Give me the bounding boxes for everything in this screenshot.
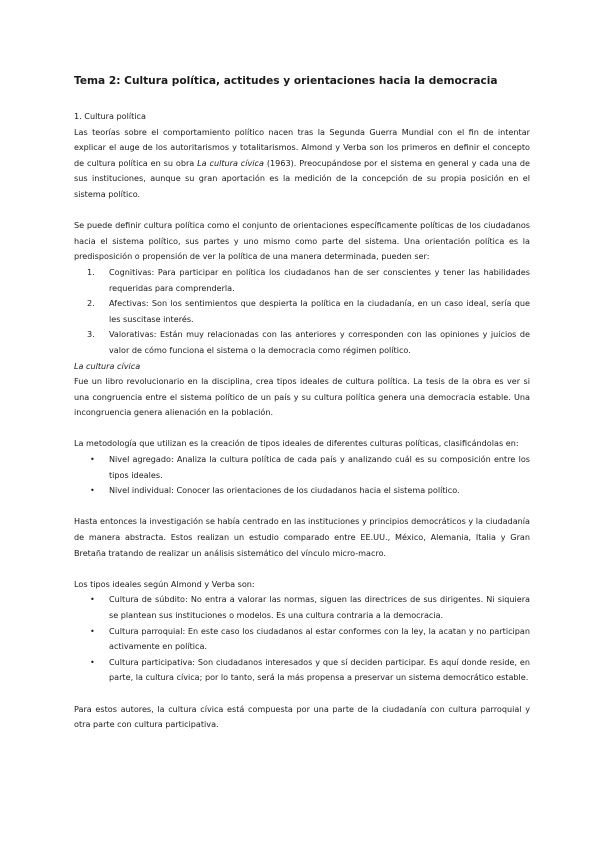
paragraph-intro: [74, 125, 530, 203]
list-item-text: Cultura participativa: Son ciudadanos interesados y que sí deciden participar. Es aquí donde reside, en parte, la cultura cívica; por lo tanto, será la más propensa a preservar un sistema democrático estable.: [109, 656, 530, 683]
bullet-icon: •: [90, 454, 95, 465]
paragraph-book-thesis: Fue un libro revolucionario en la disciplina, crea tipos ideales de cultura política. La tesis de la obra es ver si una congruencia entre el sistema político de un país y su cultura política genera una democracia estable. Una incongruencia genera alienación en la población.: [74, 376, 530, 418]
list-item-text: Valorativas: Están muy relacionadas con las anteriores y corresponden con las opiniones y juicios de valor de cómo funciona el sistema o la democracia como régimen político.: [109, 329, 530, 355]
list-item-valorativas: [74, 327, 530, 358]
list-item-afectivas: [74, 296, 530, 327]
list-item-text: Cognitivas: Para participar en política los ciudadanos han de ser conscientes y tener las habilidades requeridas para comprenderla.: [109, 266, 530, 293]
paragraph-methodology: La metodología que utilizan es la creación de tipos ideales de diferentes culturas políticas, clasificándolas en:: [74, 438, 519, 449]
paragraph-definition: Se puede definir cultura política como el conjunto de orientaciones específicamente políticas de los ciudadanos hacia el sistema político, sus partes y uno mismo como parte del sistema. Una orientación política es la predisposición o propensión de ver la política de una manera determinada, pueden ser:: [74, 220, 530, 262]
bullet-icon: •: [90, 625, 95, 636]
list-item-cultura-participativa: [74, 655, 530, 686]
orientations-list: [74, 265, 530, 359]
document-title: Tema 2: Cultura política, actitudes y orientaciones hacia la democracia: [74, 75, 498, 87]
list-item-text: Nivel individual: Conocer las orientaciones de los ciudadanos hacia el sistema político.: [109, 485, 460, 496]
bullet-icon: •: [90, 594, 95, 605]
paragraph-comparative-study: Hasta entonces la investigación se había centrado en las instituciones y principios democráticos y la ciudadanía de manera abstracta. Estos realizan un estudio comparado entre EE.UU., México, Alemania, Italia y Gran Bretaña tratando de realizar un análisis sistemático del vínculo micro-macro.: [74, 516, 530, 558]
bullet-icon: •: [90, 485, 95, 496]
list-item-cognitivas: [74, 265, 530, 296]
ideal-types-list: [74, 592, 530, 686]
list-item-nivel-individual: [74, 483, 530, 499]
list-item-text: Afectivas: Son los sentimientos que despierta la política en la ciudadanía, en un caso ideal, sería que les suscitase interés.: [109, 298, 530, 324]
book-title: La cultura cívica: [197, 157, 264, 168]
paragraph-conclusion: Para estos autores, la cultura cívica está compuesta por una parte de la ciudadanía con cultura parroquial y otra parte con cultura participativa.: [74, 703, 530, 730]
list-item-text: Cultura de súbdito: No entra a valorar las normas, siguen las directrices de sus dirigentes. Ni siquiera se plantean sus instituciones o modelos. Es una cultura contraria a la democracia.: [109, 594, 530, 620]
bullet-icon: •: [90, 656, 95, 667]
section-heading-cultura-politica: 1. Cultura política: [74, 111, 146, 121]
levels-list: [74, 452, 530, 499]
list-item-text: Nivel agregado: Analiza la cultura política de cada país y analizando cuál es su composición entre los tipos ideales.: [109, 454, 530, 480]
list-item-cultura-subdito: [74, 592, 530, 623]
paragraph-intro-part1: Las teorías sobre el comportamiento político nacen tras la Segunda Guerra Mundial con el fin de intentar explicar el auge de los autoritarismos y totalitarismos. Almond y Verba son los primeros en definir el concepto de cultura política en su obra: [74, 126, 530, 168]
list-item-nivel-agregado: [74, 452, 530, 483]
list-item-cultura-parroquial: [74, 624, 530, 655]
list-number: 3.: [87, 329, 95, 340]
list-item-text: Cultura parroquial: En este caso los ciudadanos al estar conformes con la ley, la acatan y no participan activamente en política.: [109, 625, 530, 652]
paragraph-ideal-types-intro: Los tipos ideales según Almond y Verba son:: [74, 578, 255, 589]
list-number: 1.: [87, 266, 95, 277]
paragraph-intro-part2: (1963). Preocupándose por el sistema en general y cada una de sus instituciones, aunque su gran aportación es la medición de la concepción de su propia posición en el sistema político.: [74, 157, 530, 199]
list-number: 2.: [87, 298, 95, 309]
section-heading-cultura-civica: La cultura cívica: [74, 360, 141, 371]
